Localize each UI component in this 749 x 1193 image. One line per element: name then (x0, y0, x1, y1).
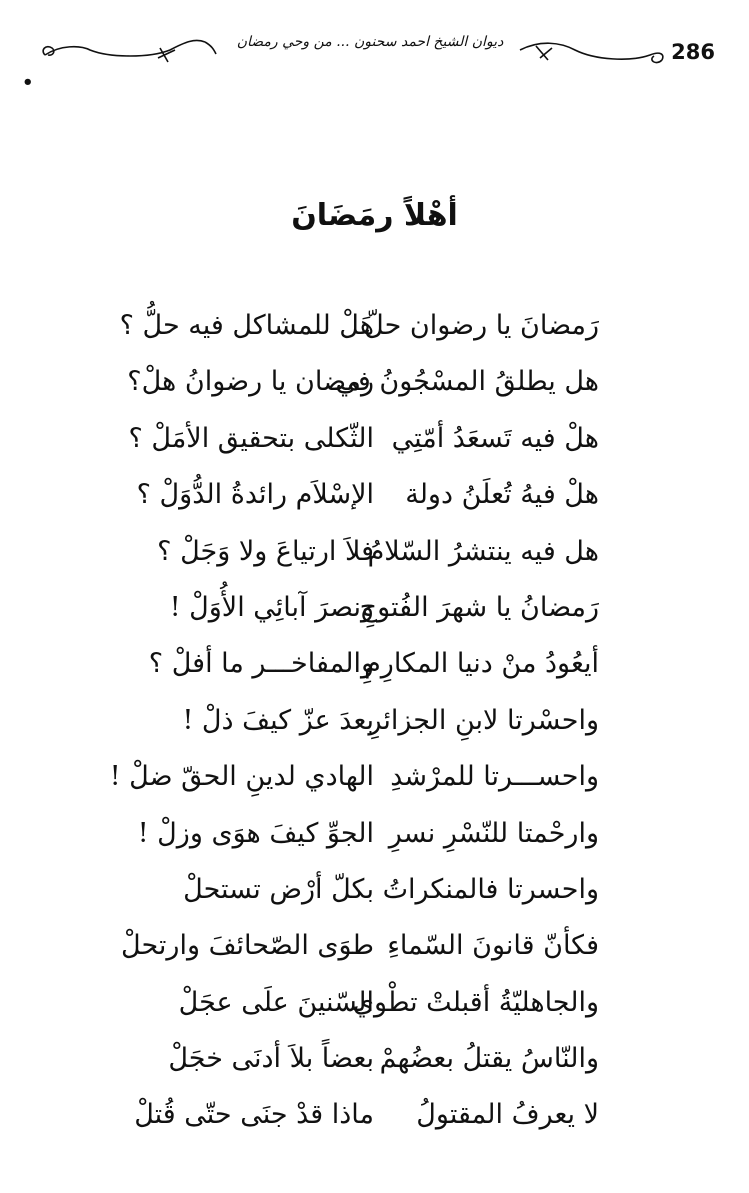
verse-first-hemistich: رَمضانَ يا رضوان حلّ (364, 310, 599, 341)
verse-first-hemistich: واحسرتا فالمنكراتُ (382, 873, 599, 905)
verse-row (0, 975, 749, 1031)
verse-row (0, 580, 749, 636)
poem-body (0, 298, 749, 1144)
verse-first-hemistich: وارحْمتا للنّسْرِ نسرِ (388, 817, 599, 849)
verse-second-hemistich: ماذا قدْ جنَى حتّى قُتلْ (134, 1099, 374, 1131)
ornament-dot: • (22, 72, 34, 93)
verse-row (0, 411, 749, 467)
verse-second-hemistich: والمفاخـــر ما أفلْ ؟ (148, 648, 374, 680)
running-head (230, 34, 510, 52)
verse-first-hemistich: رَمضانُ يا شهرَ الفُتوحِ (359, 591, 599, 623)
verse-row (0, 749, 749, 805)
verse-second-hemistich: السّنينَ علَى عجَلْ (178, 986, 374, 1018)
verse-second-hemistich: ونصرَ آبائِي الأُوَلْ ! (169, 591, 374, 623)
verse-row (0, 862, 749, 918)
page-number: 286 (671, 40, 715, 64)
verse-first-hemistich: والنّاسُ يقتلُ بعضُهمْ (379, 1043, 599, 1075)
verse-first-hemistich: لا يعرفُ المقتولُ (416, 1099, 599, 1131)
verse-second-hemistich: بعدَ عزّ كيفَ ذلْ ! (182, 704, 374, 736)
verse-row (0, 524, 749, 580)
verse-row (0, 1031, 749, 1087)
verse-row (0, 636, 749, 692)
verse-second-hemistich: فلاَ ارتياعَ ولا وَجَلْ ؟ (157, 535, 374, 567)
verse-second-hemistich: طوَى الصّحائفَ وارتحلْ (121, 930, 374, 962)
verse-second-hemistich: الثّكلى بتحقيق الأمَلْ ؟ (128, 422, 374, 454)
verse-first-hemistich: هل يطلقُ المسْجُونُ في (335, 366, 599, 398)
verse-second-hemistich: الجوِّ كيفَ هوَى وزلْ ! (137, 817, 374, 849)
verse-row (0, 467, 749, 523)
verse-first-hemistich: واحســـرتا للمرْشدِ (390, 761, 599, 793)
running-head-text: ديوان الشيخ احمد سحنون ... من وحي رمضان (236, 34, 504, 50)
verse-row (0, 298, 749, 354)
verse-first-hemistich: أيعُودُ منْ دنيا المكارِمِ (364, 648, 599, 680)
verse-row (0, 918, 749, 974)
verse-first-hemistich: فكأنّ قانونَ السّماءِ (387, 930, 599, 962)
verse-first-hemistich: هلْ فيه تَسعَدُ أمّتِي (391, 422, 599, 454)
verse-first-hemistich: هل فيه ينتشرُ السّلامُ (367, 535, 599, 567)
verse-row (0, 806, 749, 862)
verse-second-hemistich: بعضاً بلاَ أدنَى خجَلْ (168, 1043, 374, 1075)
verse-second-hemistich: بكلّ أرْض تستحلْ (183, 873, 374, 905)
verse-first-hemistich: هلْ فيهُ تُعلَنُ دولة (405, 479, 599, 511)
verse-second-hemistich: هَلْ للمشاكل فيه حلُّ ؟ (119, 310, 374, 341)
verse-second-hemistich: الإسْلاَم رائدةُ الدُّوَلْ ؟ (136, 479, 374, 511)
verse-first-hemistich: والجاهليّةُ أقبلتْ تطْوي (352, 986, 599, 1018)
verse-row (0, 693, 749, 749)
page-header (0, 20, 749, 93)
verse-row (0, 1087, 749, 1143)
verse-row (0, 354, 749, 410)
verse-second-hemistich: الهادي لدينِ الحقّ ضلْ ! (109, 761, 374, 793)
verse-second-hemistich: رمضان يا رضوانُ هلْ؟ (127, 366, 374, 398)
poem-title: أهْلاً رمَضَانَ (291, 198, 458, 233)
verse-first-hemistich: واحسْرتا لابنِ الجزائرِ (368, 704, 599, 736)
